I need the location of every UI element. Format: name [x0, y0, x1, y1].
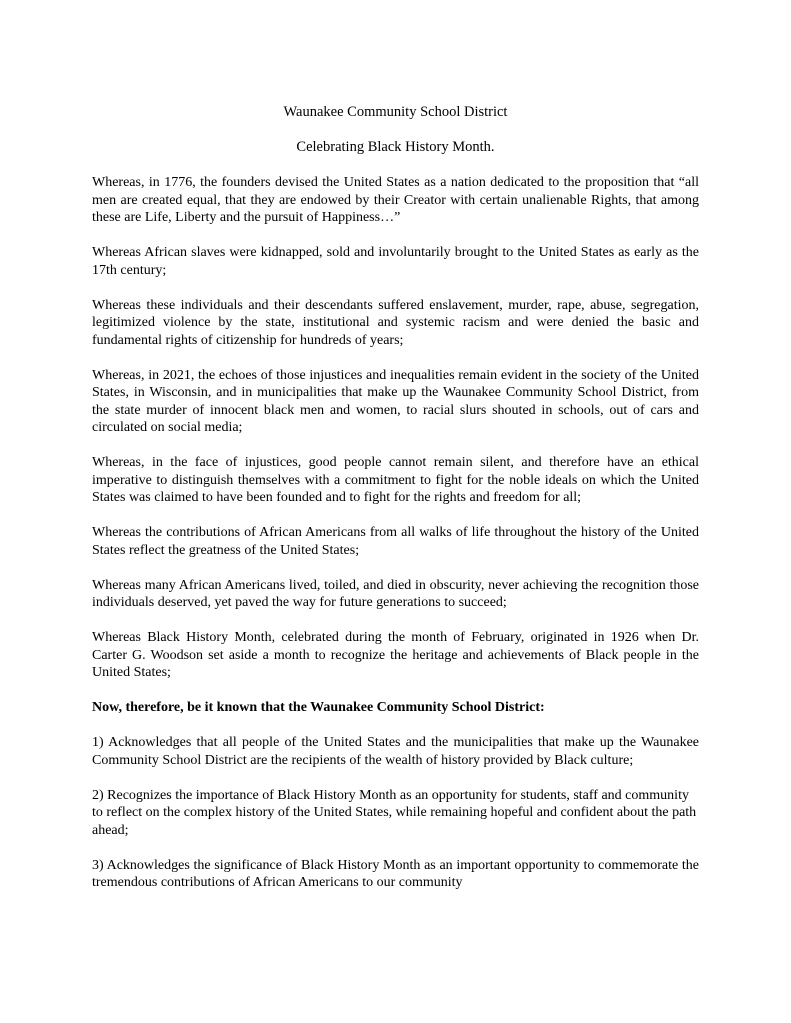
- paragraph-whereas-1776: Whereas, in 1776, the founders devised the United States as a nation dedicated to the proposition that “all men are created equal, that they are endowed by their Creator with certain unalienable Rights, that among these are Life, Liberty and the pursuit of Happiness…”: [92, 175, 699, 225]
- paragraph-whereas-2021: Whereas, in 2021, the echoes of those injustices and inequalities remain evident in the society of the United States, in Wisconsin, and in municipalities that make up the Waunakee Community School District, from the state murder of innocent black men and women, to racial slurs shouted in schools, out of cars and circulated on social media;: [92, 367, 699, 435]
- paragraph-now-therefore: Now, therefore, be it known that the Waunakee Community School District:: [92, 700, 545, 715]
- document-subtitle: Celebrating Black History Month.: [296, 139, 495, 155]
- paragraph-whereas-face-of-injustices: Whereas, in the face of injustices, good people cannot remain silent, and therefore have an ethical imperative to distinguish themselves with a commitment to fight for the noble ideals on which the United States was claimed to have been founded and to fight for the rights and freedom for all;: [92, 455, 699, 505]
- paragraph-whereas-obscurity: Whereas many African Americans lived, toiled, and died in obscurity, never achieving the recognition those individuals deserved, yet paved the way for future generations to succeed;: [92, 577, 699, 610]
- paragraph-item-2-recognizes: 2) Recognizes the importance of Black History Month as an opportunity for students, staff and community to reflect on the complex history of the United States, while remaining hopeful and confident about the path ahead;: [92, 787, 697, 838]
- paragraph-whereas-contributions: Whereas the contributions of African Americans from all walks of life throughout the history of the United States reflect the greatness of the United States;: [92, 525, 699, 558]
- paragraph-whereas-african-slaves: Whereas African slaves were kidnapped, sold and involuntarily brought to the United States as early as the 17th century;: [92, 245, 699, 278]
- paragraph-whereas-black-history-month: Whereas Black History Month, celebrated during the month of February, originated in 1926 when Dr. Carter G. Woodson set aside a month to recognize the heritage and achievements of Black people in the United States;: [92, 630, 699, 680]
- paragraph-whereas-individuals-descendants: Whereas these individuals and their descendants suffered enslavement, murder, rape, abuse, segregation, legitimized violence by the state, institutional and systemic racism and were denied the basic and fundamental rights of citizenship for hundreds of years;: [92, 297, 699, 348]
- document-title: Waunakee Community School District: [283, 104, 508, 120]
- paragraph-item-3-acknowledges: 3) Acknowledges the significance of Black History Month as an important opportunity to commemorate the tremendous contributions of African Americans to our community: [92, 857, 699, 890]
- paragraph-item-1-acknowledges: 1) Acknowledges that all people of the United States and the municipalities that make up the Waunakee Community School District are the recipients of the wealth of history provided by Black culture;: [92, 735, 699, 768]
